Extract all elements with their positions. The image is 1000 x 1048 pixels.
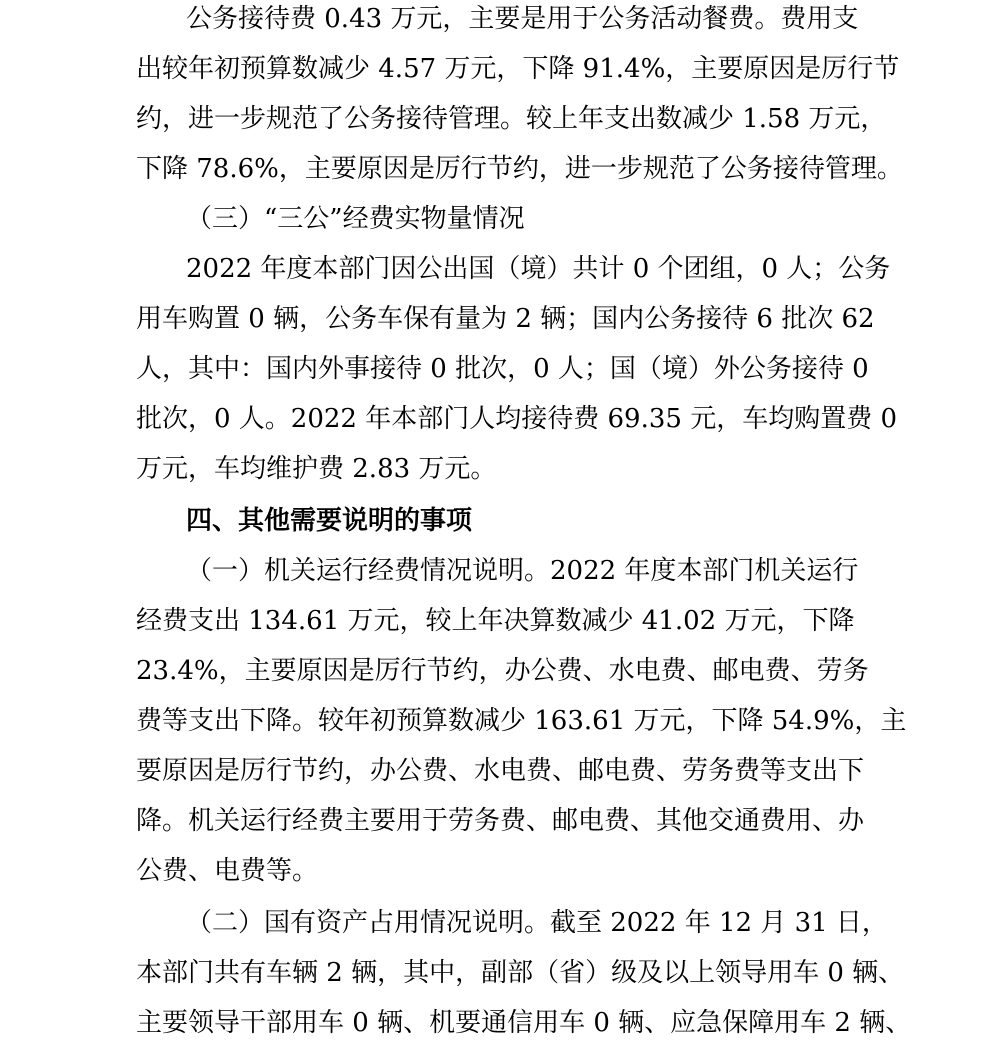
paragraph-line: 公务接待费 0.43 万元，主要是用于公务活动餐费。费用支 (186, 4, 859, 34)
paragraph-line: 23.4%，主要原因是厉行节约，办公费、水电费、邮电费、劳务 (136, 656, 869, 686)
paragraph-line: 公费、电费等。 (136, 856, 319, 886)
paragraph-line: 要原因是厉行节约，办公费、水电费、邮电费、劳务费等支出下 (136, 756, 865, 786)
paragraph-line: 本部门共有车辆 2 辆，其中，副部（省）级及以上领导用车 0 辆、 (136, 958, 905, 988)
paragraph-line: 降。机关运行经费主要用于劳务费、邮电费、其他交通费用、办 (136, 806, 865, 836)
paragraph-line: 用车购置 0 辆，公务车保有量为 2 辆；国内公务接待 6 批次 62 (136, 304, 875, 334)
paragraph-line: 约，进一步规范了公务接待管理。较上年支出数减少 1.58 万元， (136, 104, 887, 134)
section-subheading: （三）“三公”经费实物量情况 (186, 204, 525, 234)
paragraph-line: 批次，0 人。2022 年本部门人均接待费 69.35 元，车均购置费 0 (136, 404, 898, 434)
paragraph-line: 2022 年度本部门因公出国（境）共计 0 个团组，0 人；公务 (186, 254, 891, 284)
paragraph-line: （二）国有资产占用情况说明。截至 2022 年 12 月 31 日， (186, 908, 888, 938)
paragraph-line: 出较年初预算数减少 4.57 万元，下降 91.4%，主要原因是厉行节 (136, 54, 900, 84)
section-heading: 四、其他需要说明的事项 (186, 506, 473, 536)
paragraph-line: （一）机关运行经费情况说明。2022 年度本部门机关运行 (186, 556, 859, 586)
paragraph-line: 费等支出下降。较年初预算数减少 163.61 万元，下降 54.9%，主 (136, 706, 907, 736)
paragraph-line: 人，其中：国内外事接待 0 批次，0 人；国（境）外公务接待 0 (136, 354, 869, 384)
paragraph-line: 经费支出 134.61 万元，较上年决算数减少 41.02 万元，下降 (136, 606, 855, 636)
paragraph-line: 万元，车均维护费 2.83 万元。 (136, 454, 497, 484)
paragraph-line: 下降 78.6%，主要原因是厉行节约，进一步规范了公务接待管理。 (136, 154, 903, 184)
paragraph-line: 主要领导干部用车 0 辆、机要通信用车 0 辆、应急保障用车 2 辆、 (136, 1008, 912, 1038)
